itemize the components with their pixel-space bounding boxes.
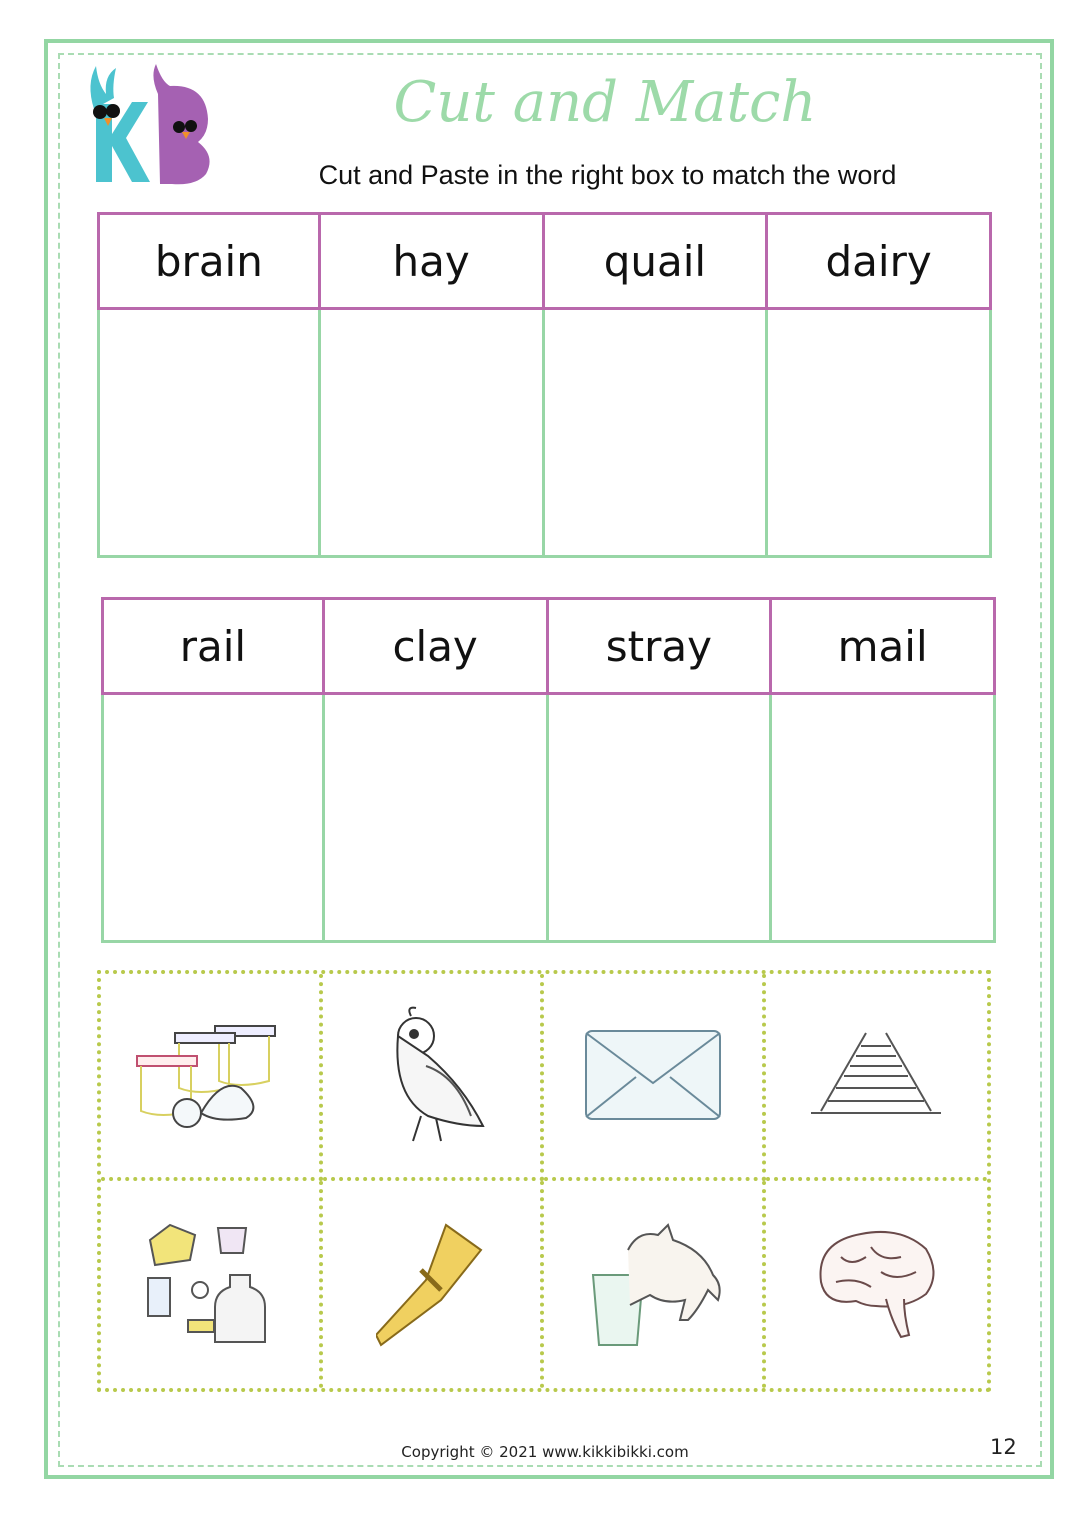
word-header: clay xyxy=(325,597,549,695)
rail-icon xyxy=(806,1031,946,1121)
cutout-area xyxy=(97,970,991,1392)
word-header: hay xyxy=(321,212,545,310)
hay-icon xyxy=(376,1220,486,1350)
page-number: 12 xyxy=(990,1435,1017,1459)
quail-icon xyxy=(376,1006,486,1146)
cutout-brain[interactable] xyxy=(766,1181,988,1388)
page-title: Cut and Match xyxy=(393,70,817,135)
word-table-2 xyxy=(101,597,996,943)
word-header: brain xyxy=(97,212,321,310)
paste-box[interactable] xyxy=(101,695,325,943)
copyright: Copyright © 2021 www.kikkibikki.com xyxy=(401,1443,689,1461)
stray-dog-icon xyxy=(578,1220,728,1350)
cutout-stray[interactable] xyxy=(544,1181,766,1388)
word-header: stray xyxy=(549,597,773,695)
cutout-rail[interactable] xyxy=(766,974,988,1181)
cutout-mail[interactable] xyxy=(544,974,766,1181)
cutout-dairy[interactable] xyxy=(101,1181,323,1388)
instructions: Cut and Paste in the right box to match the word xyxy=(318,160,897,190)
dairy-icon xyxy=(140,1220,280,1350)
paste-box[interactable] xyxy=(325,695,549,943)
word-header: rail xyxy=(101,597,325,695)
cutout-clay[interactable] xyxy=(101,974,323,1181)
cutout-hay[interactable] xyxy=(323,1181,545,1388)
word-header: dairy xyxy=(768,212,992,310)
brain-icon xyxy=(811,1227,941,1342)
paste-box[interactable] xyxy=(97,310,321,558)
word-header: quail xyxy=(545,212,769,310)
word-table-1 xyxy=(97,212,992,558)
paste-box[interactable] xyxy=(545,310,769,558)
mail-icon xyxy=(583,1028,723,1123)
paste-box[interactable] xyxy=(549,695,773,943)
clay-icon xyxy=(135,1021,285,1131)
kb-logo xyxy=(76,64,221,186)
word-header: mail xyxy=(772,597,996,695)
cutout-quail[interactable] xyxy=(323,974,545,1181)
paste-box[interactable] xyxy=(768,310,992,558)
paste-box[interactable] xyxy=(772,695,996,943)
paste-box[interactable] xyxy=(321,310,545,558)
